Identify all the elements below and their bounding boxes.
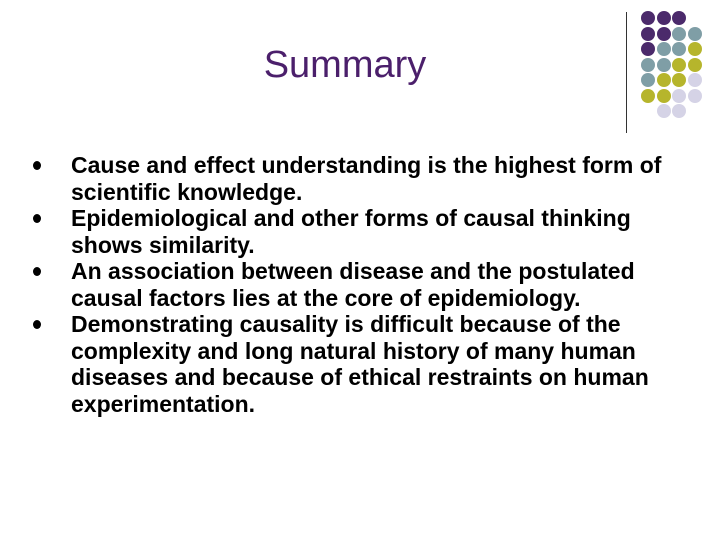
bullet-text: An association between disease and the postulated causal factors lies at the core of epidemiology. <box>71 258 635 311</box>
decorative-dot <box>641 11 655 25</box>
bullet-marker-icon <box>33 267 41 276</box>
decorative-dot <box>688 27 702 41</box>
decorative-dot <box>672 104 686 118</box>
decorative-dot <box>672 11 686 25</box>
bullet-text: Cause and effect understanding is the highest form of scientific knowledge. <box>71 152 662 205</box>
bullet-marker-icon <box>33 214 41 223</box>
decorative-dot <box>657 58 671 72</box>
decorative-dot <box>657 27 671 41</box>
bullet-list <box>30 152 690 417</box>
decorative-dot <box>641 89 655 103</box>
decorative-dot <box>672 58 686 72</box>
decorative-dot <box>641 58 655 72</box>
decorative-dot <box>641 27 655 41</box>
vertical-divider <box>626 12 627 133</box>
decorative-dot <box>688 73 702 87</box>
decorative-dot <box>641 73 655 87</box>
decorative-dot <box>672 27 686 41</box>
decorative-dot <box>672 42 686 56</box>
bullet-item <box>30 205 690 258</box>
bullet-text: Epidemiological and other forms of causal thinking shows similarity. <box>71 205 631 258</box>
bullet-item <box>30 152 690 205</box>
decorative-dot <box>688 42 702 56</box>
decorative-dot <box>672 73 686 87</box>
slide-title: Summary <box>263 44 427 86</box>
bullet-marker-icon <box>33 161 41 170</box>
bullet-marker-icon <box>33 320 41 329</box>
decorative-dot <box>657 42 671 56</box>
bullet-item <box>30 311 690 417</box>
decorative-dot <box>657 11 671 25</box>
decorative-dot <box>657 73 671 87</box>
decorative-dot <box>657 89 671 103</box>
decorative-dot <box>657 104 671 118</box>
decorative-dot <box>688 58 702 72</box>
decorative-dot <box>672 89 686 103</box>
bullet-text: Demonstrating causality is difficult because of the complexity and long natural history of many human diseases and because of ethical restraints on human experimentation. <box>71 311 649 417</box>
decorative-dot <box>688 89 702 103</box>
decorative-dot <box>641 42 655 56</box>
bullet-item <box>30 258 690 311</box>
